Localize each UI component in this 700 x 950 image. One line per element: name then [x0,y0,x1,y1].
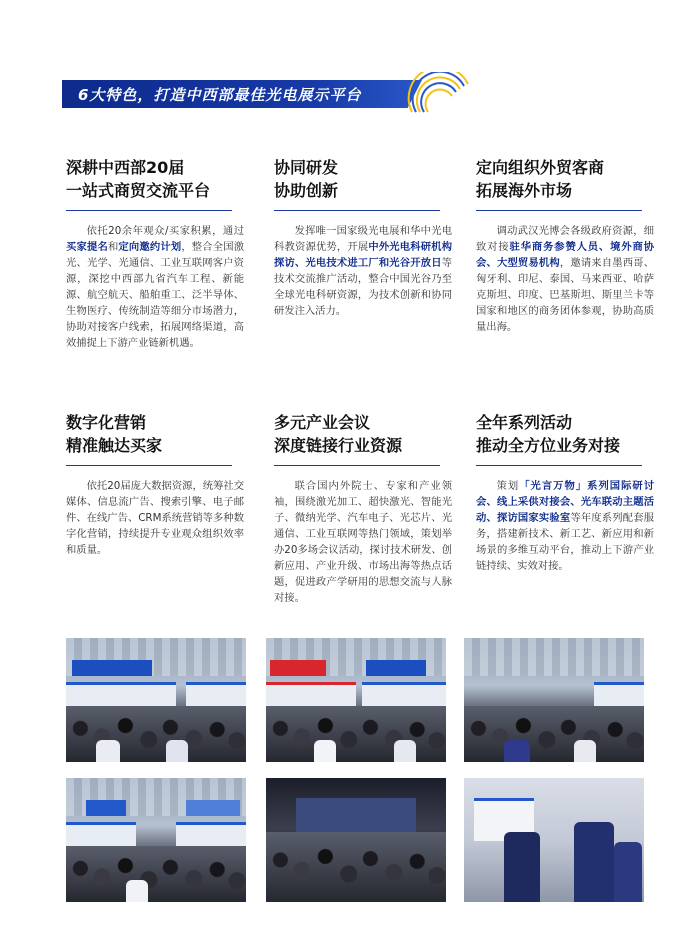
feature-title-line2: 一站式商贸交流平台 [66,181,211,200]
feature-title-line2: 深度链接行业资源 [274,436,403,455]
conference-photo-audience [266,778,446,902]
body-text: 策划 [496,480,520,492]
feature-divider [66,465,232,466]
body-text: 调动武汉光博会各级政府资源，细致对接 [476,225,654,253]
body-text: 等技术交流推广活动，整合中国光谷乃至全球光电科研资源，为技术创新和协同研发注入活力。 [274,257,452,317]
body-text: 联合国内外院士、专家和产业领袖，围绕激光加工、超快激光、智能光子、微纳光学、汽车电子、光芯片、光通信、工业互联网等热门领域，策划举办20多场会议活动，探讨技术研发、创新应用、产业升级、市场出海等热点话题，促进政产学研用的思想交流与人脉对接。 [274,480,452,604]
feature-body [476,478,654,574]
exhibition-photo-demo [464,778,644,902]
highlight-text: 驻华商务参赞人员、境外商协会、大型贸易机构 [476,241,655,269]
body-text: 和 [107,241,119,253]
body-text: ，整合全国激光、光学、光通信、工业互联网客户资源，深挖中西部九省汽车工程、新能源、航空航天、船舶重工、泛半导体、生物医疗、传统制造等细分市场潜力，协助对接客户线索，拓展网络渠道，高效捕捉上下游产业链新机遇。 [66,241,245,349]
feature-title-line1: 定向组织外贸客商 [476,158,605,177]
feature-title-line2: 协助创新 [274,181,339,200]
feature-divider [274,465,440,466]
feature-title-line2: 推动全方位业务对接 [476,436,621,455]
exhibition-photo-hall [66,778,246,902]
feature-central-west [66,156,244,351]
body-text: ，邀请来自墨西哥、匈牙利、印尼、泰国、马来西亚、哈萨克斯坦、印度、巴基斯坦、斯里兰卡等国家和地区的商务团体参观，协助高质量出海。 [476,257,655,333]
feature-digital-marketing [66,411,244,558]
body-text: 依托20届庞大数据资源，统筹社交媒体、信息流广告、搜索引擎、电子邮件、在线广告、CRM系统营销等多种数字化营销，持续提升专业观众组织效率和质量。 [66,480,244,556]
highlight-text: 定向邀约计划 [118,241,182,253]
feature-body [66,478,244,558]
body-text: 依托20余年观众/买家积累，通过 [86,225,244,237]
banner-stripe-decoration-icon [402,72,472,114]
feature-title-line2: 精准触达买家 [66,436,163,455]
feature-body [66,223,244,351]
feature-title-line1: 全年系列活动 [476,413,573,432]
section-banner [62,72,462,114]
feature-body [274,223,452,319]
feature-title-line1: 数字化营销 [66,413,147,432]
feature-body [476,223,654,335]
feature-divider [476,210,642,211]
feature-industry-conferences [274,411,452,606]
exhibition-photo-crowd [266,638,446,762]
banner-title: 6大特色，打造中西部最佳光电展示平台 [78,86,362,104]
feature-title-line1: 多元产业会议 [274,413,371,432]
exhibition-photo-visitors [464,638,644,762]
feature-title-line1: 协同研发 [274,158,339,177]
feature-rd-collaboration [274,156,452,319]
feature-body [274,478,452,606]
exhibition-photo-booth [66,638,246,762]
body-text: 发挥唯一国家级光电展和华中光电科教资源优势，开展 [274,225,452,253]
body-text: 等年度系列配套服务，搭建新技术、新工艺、新应用和新场景的多维互动平台，推动上下游产业链持续、实效对接。 [476,512,655,572]
feature-title-line1: 深耕中西部20届 [66,158,185,177]
feature-divider [274,210,440,211]
feature-divider [476,465,642,466]
highlight-text: 中外光电科研机构探访、光电技术进工厂和光谷开放日 [274,241,453,269]
feature-title-line2: 拓展海外市场 [476,181,573,200]
feature-foreign-trade [476,156,654,335]
highlight-text: 「光言万物」系列国际研讨会、线上采供对接会、光车联动主题活动、探访国家实验室 [476,480,655,524]
feature-divider [66,210,232,211]
feature-annual-events [476,411,654,574]
highlight-text: 买家提名 [66,241,108,253]
